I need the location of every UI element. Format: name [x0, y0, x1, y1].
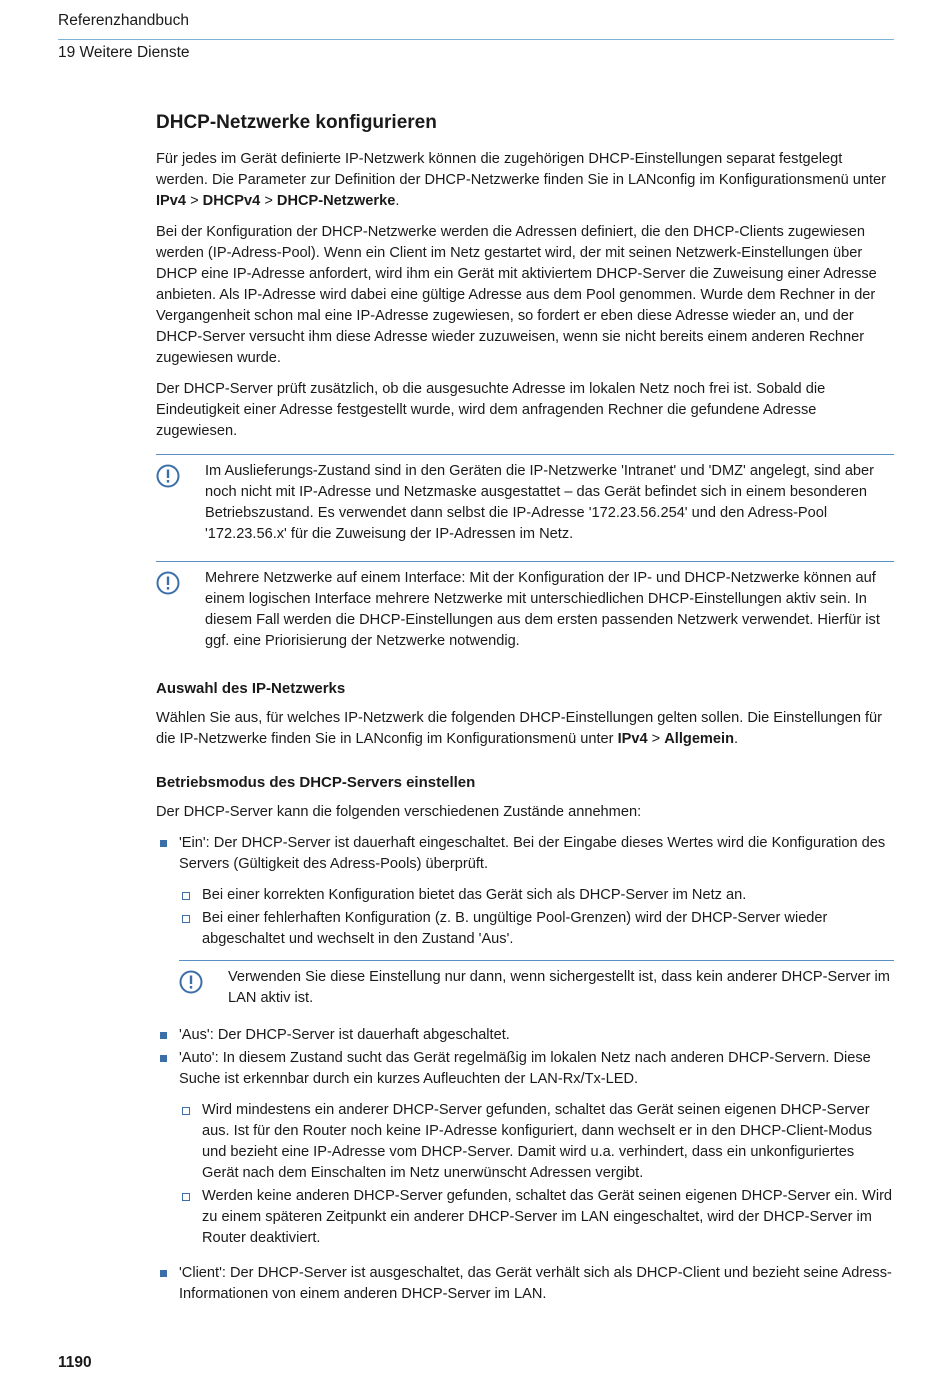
- list-item: Wird mindestens ein anderer DHCP-Server gefunden, schaltet das Gerät seinen eigenen DHCP-Server aus. Ist für den Router noch keine IP-Adresse konfiguriert, dann wechselt er in den DHCP-Client-Modus und bezieht eine IP-Adresse vom DHCP-Server. Damit wird u.a. verhindert, dass ein unkonfiguriertes Gerät nach dem Einschalten im Netz unerwünscht Adressen vergibt.: [179, 1100, 894, 1184]
- page-number: 1190: [58, 1354, 92, 1371]
- subsection-title-network: Auswahl des IP-Netzwerks: [156, 680, 346, 697]
- mode-list: [156, 833, 894, 1305]
- menu-path-dhcpv4: DHCPv4: [202, 193, 261, 209]
- paragraph-intro: Für jedes im Gerät definierte IP-Netzwerk können die zugehörigen DHCP-Einstellungen separat festgelegt werden. Die Parameter zur Definition der DHCP-Netzwerke finden Sie in LANconfig im Konfigurationsmenü unter IPv4 > DHCPv4 > DHCP-Netzwerke.: [156, 151, 887, 209]
- menu-path-ipv4: IPv4: [156, 193, 187, 209]
- paragraph-check: Der DHCP-Server prüft zusätzlich, ob die ausgesuchte Adresse im lokalen Netz noch frei ist. Sobald die Eindeutigkeit einer Adresse festgestellt wurde, wird dem anfragenden Rechner die gefundene Adresse zugewiesen.: [156, 381, 826, 439]
- list-item-aus: 'Aus': Der DHCP-Server ist dauerhaft abgeschaltet.: [156, 1025, 894, 1046]
- note-text: Verwenden Sie diese Einstellung nur dann, wenn sichergestellt ist, dass kein anderer DHCP-Server im LAN aktiv ist.: [228, 969, 890, 1006]
- chapter-title: 19 Weitere Dienste: [58, 44, 190, 61]
- main-content: [156, 110, 894, 1307]
- paragraph-network-select: Wählen Sie aus, für welches IP-Netzwerk die folgenden DHCP-Einstellungen gelten sollen. Die Einstellungen für die IP-Netzwerke finden Sie in LANconfig im Konfigurationsmenü unter IPv4 > Allgemein.: [156, 710, 883, 747]
- sub-list-ein: [179, 885, 894, 950]
- paragraph-pool: Bei der Konfiguration der DHCP-Netzwerke werden die Adressen definiert, die den DHCP-Clients zugewiesen werden (IP-Adress-Pool). Wenn ein Client im Netz gestartet wird, der mit seinen Netzwerk-Einstellungen über DHCP eine IP-Adresse anfordert, wird ihm ein Gerät mit aktiviertem DHCP-Server die Zuweisung einer Adresse anbieten. Als IP-Adresse wird dabei eine gültige Adresse aus dem Pool genommen. Wurde dem Rechner in der Vergangenheit schon mal eine IP-Adresse zugewiesen, so fordert er eben diese Adresse wieder an, und der DHCP-Server versucht ihm diese Adresse wieder zuzuweisen, wenn sie nicht bereits einem anderen Rechner zugewiesen wurde.: [156, 224, 877, 366]
- info-exclamation-icon: [156, 571, 180, 595]
- list-item: Bei einer fehlerhaften Konfiguration (z. B. ungültige Pool-Grenzen) wird der DHCP-Server wieder abgeschaltet und wechselt in den Zustand 'Aus'.: [179, 908, 894, 950]
- menu-path-dhcp-networks: DHCP-Netzwerke: [276, 193, 396, 209]
- note-default-state: [156, 454, 894, 549]
- info-exclamation-icon: [156, 464, 180, 488]
- list-item-client: 'Client': Der DHCP-Server ist ausgeschaltet, das Gerät verhält sich als DHCP-Client und bezieht seine Adress-Informationen von einem anderen DHCP-Server im LAN.: [156, 1263, 894, 1305]
- subsection-title-mode: Betriebsmodus des DHCP-Servers einstellen: [156, 774, 476, 791]
- note-ein-warning: [179, 960, 894, 1013]
- list-item-auto: 'Auto': In diesem Zustand sucht das Gerät regelmäßig im lokalen Netz nach anderen DHCP-Servern. Diese Suche ist erkennbar durch ein kurzes Aufleuchten der LAN-Rx/Tx-LED. Wird mindestens ein anderer DHCP-Server gefunden, schaltet das Gerät seinen eigenen DHCP-Server aus. Ist für den Router noch keine IP-Adresse konfiguriert, dann wechselt er in den DHCP-Client-Modus und bezieht eine IP-Adresse vom DHCP-Server. Damit wird u.a. verhindert, dass ein unkonfiguriertes Gerät nach dem Einschalten im Netz unerwünscht Adressen vergibt. Werden keine anderen DHCP-Server gefunden, schaltet das Gerät seinen eigenen DHCP-Server ein. Wird zu einem späteren Zeitpunkt ein anderer DHCP-Server im LAN eingeschaltet, wird der DHCP-Server im Router deaktiviert.: [156, 1048, 894, 1249]
- list-item: Bei einer korrekten Konfiguration bietet das Gerät sich als DHCP-Server im Netz an.: [179, 885, 894, 906]
- book-title: Referenzhandbuch: [58, 12, 189, 29]
- list-item: Werden keine anderen DHCP-Server gefunden, schaltet das Gerät seinen eigenen DHCP-Server ein. Wird zu einem späteren Zeitpunkt ein anderer DHCP-Server im LAN eingeschaltet, wird der DHCP-Server im Router deaktiviert.: [179, 1186, 894, 1249]
- note-text: Im Auslieferungs-Zustand sind in den Geräten die IP-Netzwerke 'Intranet' und 'DMZ' angelegt, sind aber noch nicht mit IP-Adresse und Netzmaske ausgestattet – das Gerät befindet sich in einem besonderen Betriebszustand. Es verwendet dann selbst die IP-Adresse '172.23.56.254' und den Adress-Pool '172.23.56.x' für die Zuweisung der IP-Adressen im Netz.: [205, 463, 875, 542]
- info-exclamation-icon: [179, 970, 203, 994]
- section-title: DHCP-Netzwerke konfigurieren: [156, 112, 437, 133]
- sub-list-auto: [179, 1100, 894, 1249]
- note-text: Mehrere Netzwerke auf einem Interface: Mit der Konfiguration der IP- und DHCP-Netzwerke können auf einem logischen Interface mehrere Netzwerke mit unterschiedlichen DHCP-Einstellungen aktiv sein. In diesem Fall werden die DHCP-Einstellungen aus dem ersten passenden Netzwerk verwendet. Hierfür ist ggf. eine Priorisierung der Netzwerke notwendig.: [205, 570, 880, 649]
- note-multiple-networks: [156, 561, 894, 656]
- paragraph-mode-intro: Der DHCP-Server kann die folgenden verschiedenen Zustände annehmen:: [156, 804, 642, 820]
- menu-path-general: Allgemein: [664, 731, 734, 747]
- list-item-ein: 'Ein': Der DHCP-Server ist dauerhaft eingeschaltet. Bei der Eingabe dieses Wertes wird die Konfiguration des Servers (Gültigkeit des Adress-Pools) überprüft. Bei einer korrekten Konfiguration bietet das Gerät sich als DHCP-Server im Netz an. Bei einer fehlerhaften Konfiguration (z. B. ungültige Pool-Grenzen) wird der DHCP-Server wieder abgeschaltet und wechselt in den Zustand 'Aus'. Verwenden Sie diese Einstellung nur dann, wenn sichergestellt ist, dass kein anderer DHCP-Server im LAN aktiv ist.: [156, 833, 894, 1013]
- menu-path-ipv4: IPv4: [617, 731, 648, 747]
- header-rule: [58, 39, 894, 40]
